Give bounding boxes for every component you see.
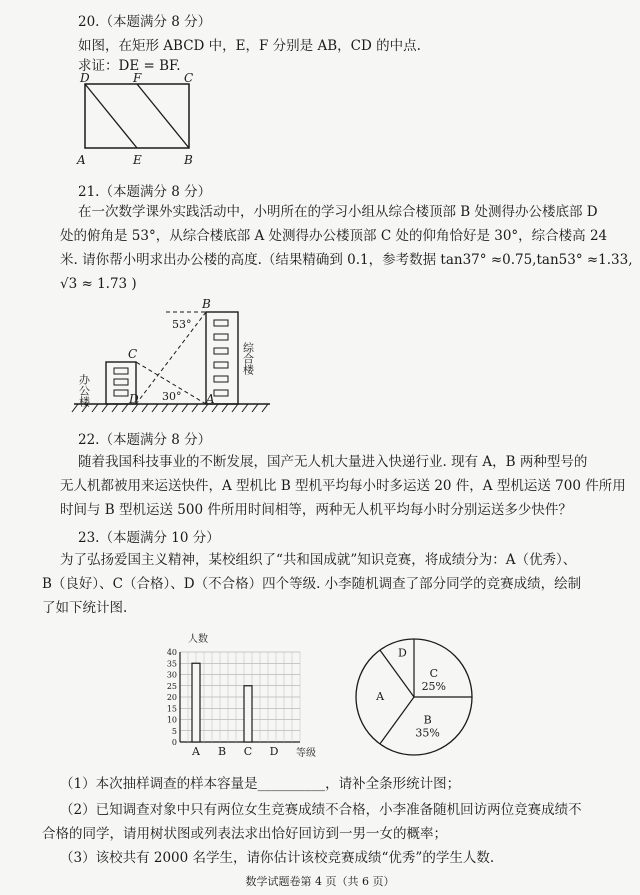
office-window [114, 379, 128, 385]
q20-heading: 20.（本题满分 8 分） [78, 14, 212, 30]
q23-body [42, 548, 632, 620]
complex-window [214, 320, 228, 326]
office-window [114, 368, 128, 374]
segment-bf [137, 84, 189, 148]
q20-text-2: 求证：DE = BF. [78, 58, 181, 74]
label-f: F [133, 72, 142, 85]
angle-30: 30° [162, 390, 182, 403]
q22-body [60, 450, 630, 522]
pie-chart [352, 632, 477, 762]
y-tick-label: 10 [166, 715, 177, 725]
bar-chart-xlabel: 等级 [296, 748, 316, 759]
label-d: D [129, 392, 139, 406]
bar-C [244, 686, 252, 742]
complex-window [214, 362, 228, 368]
pie-slices [375, 639, 472, 744]
q20-rectangle-figure [70, 72, 200, 170]
q21-line-1: 在一次数学课外实践活动中，小明所在的学习小组从综合楼顶部 B 处测得办公楼底部 D [78, 204, 598, 220]
label-b: B [202, 297, 211, 311]
q21-building-figure [70, 290, 280, 418]
bar-chart-xticks [191, 745, 279, 758]
y-tick-label: 0 [171, 738, 177, 747]
q23-heading: 23.（本题满分 10 分） [78, 530, 220, 546]
pie-slice-b-label: B [423, 713, 432, 727]
q21-heading: 21.（本题满分 8 分） [78, 184, 212, 200]
bar-chart [160, 632, 330, 762]
label-a: A [206, 392, 215, 406]
office-label: 办公楼 [77, 374, 91, 407]
x-tick-label: A [192, 745, 200, 758]
q23-line-2: B（良好）、C（合格）、D（不合格）四个等级. 小李随机调查了部分同学的竞赛成绩，绘制 [42, 576, 582, 592]
q21-line-4: √3 ≈ 1.73 ) [60, 276, 137, 292]
bar-chart-bars [192, 663, 252, 742]
q22-heading: 22.（本题满分 8 分） [78, 432, 212, 448]
y-tick-label: 25 [166, 681, 177, 691]
complex-window [214, 348, 228, 354]
label-c: C [184, 72, 194, 85]
bar-chart-yticks [167, 648, 177, 747]
pie-slice-b-percent: 35% [415, 726, 440, 740]
label-c: C [128, 347, 138, 361]
complex-window [214, 390, 228, 396]
x-tick-label: D [269, 745, 279, 758]
pie-slice-a-label: A [376, 689, 385, 703]
office-window [114, 390, 128, 396]
q23-sub2-line-2: 合格的同学，请用树状图或列表法求出恰好回访到一男一女的概率； [42, 826, 447, 842]
angle-53: 53° [172, 318, 192, 331]
label-e: E [133, 153, 142, 167]
q23-line-1: 为了弘扬爱国主义精神，某校组织了“共和国成就”知识竞赛，将成绩分为：A（优秀）、 [60, 552, 577, 568]
page-footer: 数学试题卷第 4 页（共 6 页） [245, 875, 395, 888]
q23-sub1: （1）本次抽样调查的样本容量是__________，请补全条形统计图； [60, 776, 461, 792]
segment-de [85, 84, 137, 148]
q22-line-3: 时间与 B 型机运送 500 件所用时间相等，两种无人机平均每小时分别运送多少快件？ [60, 502, 572, 518]
rect-abcd [85, 84, 189, 148]
q21-line-3: 米. 请你帮小明求出办公楼的高度.（结果精确到 0.1，参考数据 tan37° ≈0.75,tan53° ≈1.33, [60, 252, 633, 268]
y-tick-label: 40 [166, 648, 177, 657]
ground-hatching [72, 404, 268, 412]
y-tick-label: 5 [171, 726, 177, 736]
complex-window [214, 376, 228, 382]
y-tick-label: 30 [166, 670, 177, 680]
complex-window [214, 334, 228, 340]
q21-line-2: 处的俯角是 53°，从综合楼底部 A 处测得办公楼顶部 C 处的仰角恰好是 30°，综合楼高 24 [60, 228, 608, 244]
label-b: B [184, 153, 193, 167]
q23-line-3: 了如下统计图. [42, 600, 128, 616]
pie-slice-c-percent: 25% [421, 680, 447, 694]
pie-slice-d-label: D [398, 646, 407, 660]
pie-slice-c-label: C [429, 667, 439, 681]
q22-line-2: 无人机都被用来运送快件，A 型机比 B 型机平均每小时多运送 20 件，A 型机运送 700 件所用 [60, 478, 626, 494]
bar-A [192, 663, 200, 742]
y-tick-label: 35 [166, 659, 177, 669]
complex-label: 综合楼 [241, 342, 255, 375]
q23-sub3: （3）该校共有 2000 名学生，请你估计该校竞赛成绩“优秀”的学生人数. [60, 850, 495, 866]
label-a: A [77, 153, 86, 167]
q23-sub2-line-1: （2）已知调查对象中只有两位女生竞赛成绩不合格，小李准备随机回访两位竞赛成绩不 [60, 802, 582, 818]
q21-body [60, 200, 633, 296]
pie-slice-boundary [380, 697, 414, 744]
y-tick-label: 20 [166, 693, 177, 702]
y-tick-label: 15 [166, 704, 177, 714]
pie-slice-boundary [380, 650, 414, 697]
q20-text-1: 如图，在矩形 ABCD 中，E，F 分别是 AB，CD 的中点. [78, 38, 421, 54]
q22-line-1: 随着我国科技事业的不断发展，国产无人机大量进入快递行业. 现有 A，B 两种型号的 [78, 454, 588, 470]
x-tick-label: C [243, 745, 253, 758]
x-tick-label: B [217, 745, 227, 758]
bar-chart-ylabel: 人数 [188, 634, 208, 645]
label-d: D [80, 72, 90, 85]
